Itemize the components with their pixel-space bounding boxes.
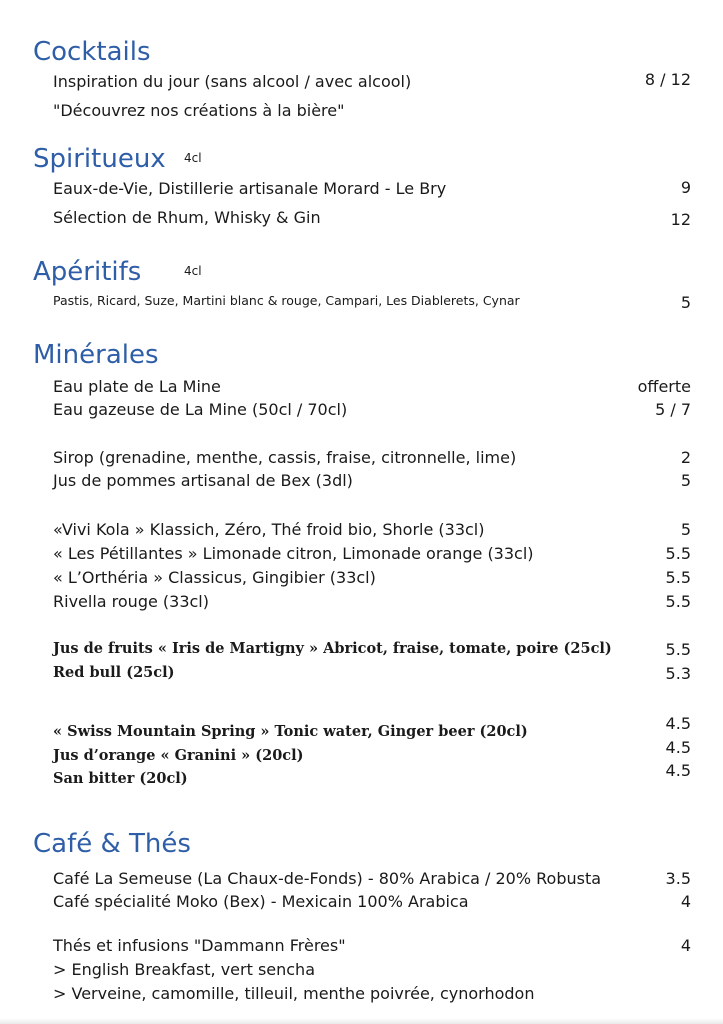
menu-item: « Les Pétillantes » Limonade citron, Limonade orange (33cl) — [53, 544, 534, 563]
menu-item: Inspiration du jour (sans alcool / avec alcool) — [53, 72, 412, 91]
menu-price: 8 / 12 — [644, 70, 691, 89]
menu-item: Sirop (grenadine, menthe, cassis, fraise, citronnelle, lime) — [53, 448, 517, 467]
section-note: 4cl — [184, 264, 202, 278]
section-note: 4cl — [184, 151, 202, 165]
menu-price: 4.5 — [665, 738, 691, 757]
menu-price: 5.5 — [665, 640, 691, 659]
menu-item: > English Breakfast, vert sencha — [53, 960, 315, 979]
menu-item: Thés et infusions "Dammann Frères" — [53, 936, 346, 955]
menu-item: Pastis, Ricard, Suze, Martini blanc & rouge, Campari, Les Diablerets, Cynar — [53, 293, 520, 308]
menu-price: 5 — [680, 293, 691, 312]
menu-item: Jus de pommes artisanal de Bex (3dl) — [53, 471, 353, 490]
menu-item: « Swiss Mountain Spring » Tonic water, Ginger beer (20cl) — [53, 723, 528, 740]
menu-item: Sélection de Rhum, Whisky & Gin — [53, 208, 321, 227]
menu-item: Café spécialité Moko (Bex) - Mexicain 100% Arabica — [53, 892, 469, 911]
page-bottom-shadow — [0, 1018, 723, 1024]
menu-item: San bitter (20cl) — [53, 770, 188, 787]
menu-price: 5 — [680, 471, 691, 490]
menu-item: Rivella rouge (33cl) — [53, 592, 209, 611]
section-title-cocktails: Cocktails — [33, 37, 151, 67]
menu-price: 3.5 — [665, 869, 691, 888]
menu-price: 5.5 — [665, 568, 691, 587]
menu-item: « L’Orthéria » Classicus, Gingibier (33cl) — [53, 568, 376, 587]
menu-item: > Verveine, camomille, tilleuil, menthe poivrée, cynorhodon — [53, 984, 535, 1003]
menu-item: Jus de fruits « Iris de Martigny » Abricot, fraise, tomate, poire (25cl) — [53, 640, 612, 657]
section-title-spiritueux: Spiritueux — [33, 144, 166, 174]
menu-item: "Découvrez nos créations à la bière" — [53, 101, 345, 120]
section-title-minerales: Minérales — [33, 340, 159, 370]
menu-price: 4.5 — [665, 714, 691, 733]
menu-price: 5.5 — [665, 544, 691, 563]
menu-price: 5.3 — [665, 664, 691, 683]
menu-price: offerte — [637, 377, 691, 396]
menu-item: Eaux-de-Vie, Distillerie artisanale Morard - Le Bry — [53, 179, 447, 198]
menu-price: 4 — [680, 936, 691, 955]
menu-price: 2 — [680, 448, 691, 467]
menu-item: «Vivi Kola » Klassich, Zéro, Thé froid bio, Shorle (33cl) — [53, 520, 485, 539]
menu-item: Red bull (25cl) — [53, 664, 175, 681]
menu-price: 12 — [670, 210, 691, 229]
menu-price: 4.5 — [665, 761, 691, 780]
menu-price: 4 — [680, 892, 691, 911]
menu-item: Eau gazeuse de La Mine (50cl / 70cl) — [53, 400, 348, 419]
menu-price: 5 / 7 — [655, 400, 691, 419]
menu-item: Café La Semeuse (La Chaux-de-Fonds) - 80% Arabica / 20% Robusta — [53, 869, 602, 888]
section-title-cafe-thes: Café & Thés — [33, 829, 191, 859]
menu-price: 5 — [680, 520, 691, 539]
menu-price: 9 — [680, 178, 691, 197]
menu-price: 5.5 — [665, 592, 691, 611]
menu-item: Eau plate de La Mine — [53, 377, 221, 396]
menu-item: Jus d’orange « Granini » (20cl) — [53, 747, 304, 764]
section-title-aperitifs: Apéritifs — [33, 257, 142, 287]
